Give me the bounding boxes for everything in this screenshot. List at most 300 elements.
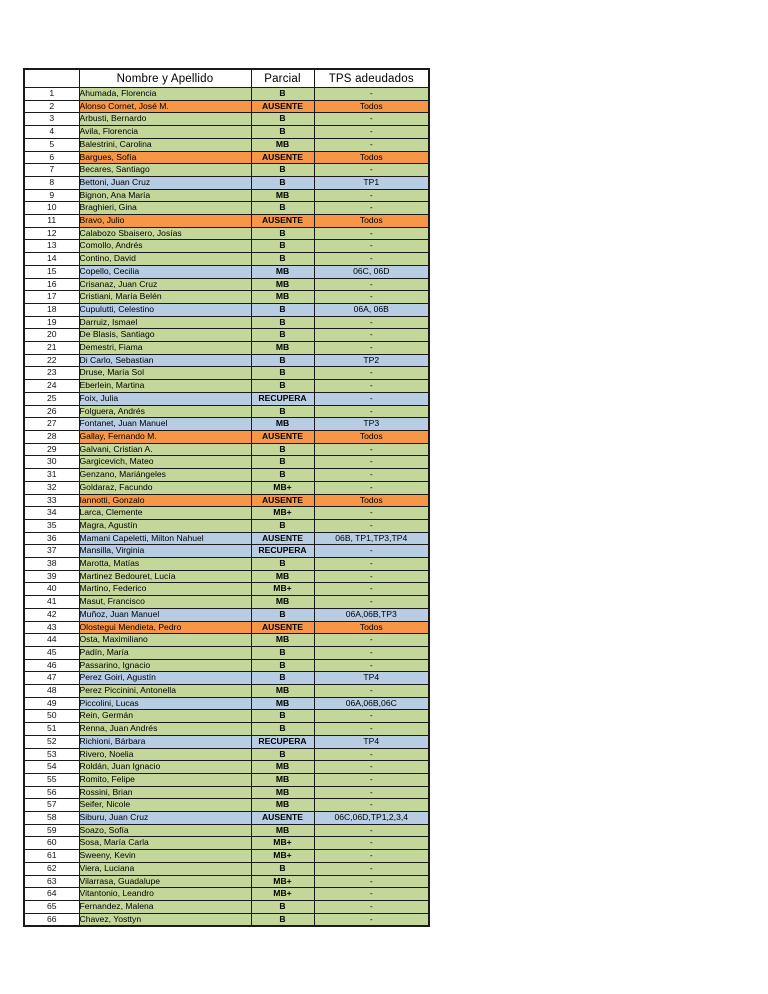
row-number: 58 xyxy=(24,812,79,825)
row-number: 61 xyxy=(24,850,79,863)
student-name: Becares, Santiago xyxy=(79,164,251,177)
student-name: Masut, Francisco xyxy=(79,596,251,609)
tps-owed: - xyxy=(314,583,429,596)
parcial-grade: B xyxy=(251,126,314,139)
tps-owed: - xyxy=(314,850,429,863)
tps-owed: Todos xyxy=(314,494,429,507)
table-row xyxy=(24,354,429,367)
tps-owed: - xyxy=(314,888,429,901)
student-name: Foix, Julia xyxy=(79,392,251,405)
row-number: 65 xyxy=(24,901,79,914)
parcial-grade: RECUPERA xyxy=(251,735,314,748)
student-name: Calabozo Sbaisero, Josías xyxy=(79,227,251,240)
row-number: 16 xyxy=(24,278,79,291)
student-name: Eberlein, Martina xyxy=(79,380,251,393)
parcial-grade: B xyxy=(251,380,314,393)
tps-owed: - xyxy=(314,761,429,774)
student-name: Gallay, Fernando M. xyxy=(79,430,251,443)
tps-owed: TP3 xyxy=(314,418,429,431)
parcial-grade: MB+ xyxy=(251,888,314,901)
table-row xyxy=(24,761,429,774)
student-name: Folguera, Andrés xyxy=(79,405,251,418)
tps-owed: Todos xyxy=(314,151,429,164)
parcial-grade: AUSENTE xyxy=(251,100,314,113)
student-name: Rossini, Brian xyxy=(79,786,251,799)
student-name: Alonso Cornet, José M. xyxy=(79,100,251,113)
row-number: 3 xyxy=(24,113,79,126)
tps-owed: - xyxy=(314,545,429,558)
tps-owed: - xyxy=(314,837,429,850)
table-row xyxy=(24,380,429,393)
parcial-grade: MB xyxy=(251,291,314,304)
student-name: Martino, Federico xyxy=(79,583,251,596)
tps-owed: 06A, 06B xyxy=(314,303,429,316)
student-name: Bignon, Ana María xyxy=(79,189,251,202)
table-row xyxy=(24,329,429,342)
row-number: 57 xyxy=(24,799,79,812)
student-name: Bravo, Julio xyxy=(79,215,251,228)
row-number: 55 xyxy=(24,773,79,786)
row-number: 42 xyxy=(24,608,79,621)
tps-owed: - xyxy=(314,558,429,571)
table-row xyxy=(24,748,429,761)
tps-owed: - xyxy=(314,913,429,926)
tps-owed: 06C,06D,TP1,2,3,4 xyxy=(314,812,429,825)
table-row xyxy=(24,672,429,685)
row-number: 4 xyxy=(24,126,79,139)
row-number: 45 xyxy=(24,646,79,659)
student-name: Perez Piccinini, Antonella xyxy=(79,685,251,698)
tps-owed: - xyxy=(314,710,429,723)
student-name: Seifer, Nicole xyxy=(79,799,251,812)
parcial-grade: B xyxy=(251,405,314,418)
row-number: 51 xyxy=(24,723,79,736)
student-name: Demestri, Fiama xyxy=(79,342,251,355)
tps-owed: - xyxy=(314,126,429,139)
table-row xyxy=(24,494,429,507)
tps-owed: TP1 xyxy=(314,176,429,189)
parcial-grade: B xyxy=(251,176,314,189)
tps-owed: - xyxy=(314,367,429,380)
student-name: Balestrini, Carolina xyxy=(79,138,251,151)
parcial-grade: B xyxy=(251,646,314,659)
student-name: Sweeny, Kevin xyxy=(79,850,251,863)
parcial-grade: MB xyxy=(251,189,314,202)
student-name: Mamani Capeletti, Milton Nahuel xyxy=(79,532,251,545)
parcial-grade: B xyxy=(251,862,314,875)
row-number: 64 xyxy=(24,888,79,901)
tps-owed: - xyxy=(314,786,429,799)
student-name: Galvani, Cristian A. xyxy=(79,443,251,456)
student-name: Rivero, Noelia xyxy=(79,748,251,761)
parcial-grade: AUSENTE xyxy=(251,430,314,443)
student-name: Muñoz, Juan Manuel xyxy=(79,608,251,621)
row-number: 9 xyxy=(24,189,79,202)
tps-owed: 06A,06B,06C xyxy=(314,697,429,710)
student-name: Mansilla, Virginia xyxy=(79,545,251,558)
student-name: Roldán, Juan Ignacio xyxy=(79,761,251,774)
tps-owed: - xyxy=(314,596,429,609)
parcial-grade: MB xyxy=(251,418,314,431)
parcial-grade: B xyxy=(251,456,314,469)
parcial-grade: B xyxy=(251,329,314,342)
table-row xyxy=(24,913,429,926)
student-name: Fernandez, Malena xyxy=(79,901,251,914)
parcial-grade: MB xyxy=(251,786,314,799)
row-number: 47 xyxy=(24,672,79,685)
header-name: Nombre y Apellido xyxy=(79,69,251,88)
row-number: 27 xyxy=(24,418,79,431)
table-row xyxy=(24,558,429,571)
tps-owed: - xyxy=(314,875,429,888)
row-number: 50 xyxy=(24,710,79,723)
parcial-grade: MB xyxy=(251,799,314,812)
row-number: 32 xyxy=(24,481,79,494)
parcial-grade: RECUPERA xyxy=(251,392,314,405)
row-number: 48 xyxy=(24,685,79,698)
student-name: Avila, Florencia xyxy=(79,126,251,139)
table-row xyxy=(24,545,429,558)
row-number: 41 xyxy=(24,596,79,609)
tps-owed: - xyxy=(314,824,429,837)
student-name: Viera, Luciana xyxy=(79,862,251,875)
row-number: 33 xyxy=(24,494,79,507)
parcial-grade: B xyxy=(251,316,314,329)
tps-owed: - xyxy=(314,519,429,532)
row-number: 22 xyxy=(24,354,79,367)
parcial-grade: MB+ xyxy=(251,507,314,520)
table-row xyxy=(24,812,429,825)
row-number: 53 xyxy=(24,748,79,761)
row-number: 40 xyxy=(24,583,79,596)
tps-owed: - xyxy=(314,342,429,355)
parcial-grade: MB xyxy=(251,697,314,710)
row-number: 56 xyxy=(24,786,79,799)
table-row xyxy=(24,723,429,736)
parcial-grade: B xyxy=(251,240,314,253)
parcial-grade: MB xyxy=(251,773,314,786)
table-row xyxy=(24,862,429,875)
row-number: 20 xyxy=(24,329,79,342)
row-number: 18 xyxy=(24,303,79,316)
table-row xyxy=(24,126,429,139)
table-row xyxy=(24,901,429,914)
parcial-grade: B xyxy=(251,113,314,126)
parcial-grade: B xyxy=(251,901,314,914)
grades-table xyxy=(23,68,430,927)
parcial-grade: MB xyxy=(251,685,314,698)
tps-owed: - xyxy=(314,189,429,202)
table-row xyxy=(24,519,429,532)
row-number: 17 xyxy=(24,291,79,304)
parcial-grade: AUSENTE xyxy=(251,812,314,825)
table-row xyxy=(24,418,429,431)
table-row xyxy=(24,227,429,240)
student-name: Sosa, María Carla xyxy=(79,837,251,850)
parcial-grade: RECUPERA xyxy=(251,545,314,558)
table-row xyxy=(24,507,429,520)
table-row xyxy=(24,430,429,443)
student-name: Cristiani, María Belén xyxy=(79,291,251,304)
student-name: Osta, Maximiliano xyxy=(79,634,251,647)
parcial-grade: MB xyxy=(251,265,314,278)
parcial-grade: B xyxy=(251,164,314,177)
parcial-grade: AUSENTE xyxy=(251,215,314,228)
row-number: 34 xyxy=(24,507,79,520)
table-row xyxy=(24,88,429,101)
table-row xyxy=(24,850,429,863)
student-name: Darruiz, Ismael xyxy=(79,316,251,329)
parcial-grade: MB+ xyxy=(251,837,314,850)
tps-owed: Todos xyxy=(314,621,429,634)
table-row xyxy=(24,202,429,215)
parcial-grade: MB xyxy=(251,596,314,609)
table-body xyxy=(24,88,429,927)
table-row xyxy=(24,646,429,659)
parcial-grade: B xyxy=(251,558,314,571)
table-row xyxy=(24,824,429,837)
student-name: Soazo, Sofía xyxy=(79,824,251,837)
row-number: 43 xyxy=(24,621,79,634)
parcial-grade: B xyxy=(251,227,314,240)
table-row xyxy=(24,469,429,482)
parcial-grade: B xyxy=(251,253,314,266)
tps-owed: TP4 xyxy=(314,735,429,748)
parcial-grade: B xyxy=(251,710,314,723)
table-row xyxy=(24,596,429,609)
table-row xyxy=(24,799,429,812)
header-tps: TPS adeudados xyxy=(314,69,429,88)
table-row xyxy=(24,786,429,799)
student-name: Rein, Germán xyxy=(79,710,251,723)
parcial-grade: MB xyxy=(251,138,314,151)
tps-owed: Todos xyxy=(314,100,429,113)
table-row xyxy=(24,634,429,647)
row-number: 30 xyxy=(24,456,79,469)
student-name: Marotta, Matías xyxy=(79,558,251,571)
table-row xyxy=(24,151,429,164)
row-number: 63 xyxy=(24,875,79,888)
student-name: Renna, Juan Andrés xyxy=(79,723,251,736)
parcial-grade: B xyxy=(251,913,314,926)
tps-owed: - xyxy=(314,278,429,291)
student-name: Chavez, Yosttyn xyxy=(79,913,251,926)
header-number xyxy=(24,69,79,88)
table-row xyxy=(24,697,429,710)
row-number: 5 xyxy=(24,138,79,151)
tps-owed: - xyxy=(314,862,429,875)
row-number: 60 xyxy=(24,837,79,850)
student-name: Comollo, Andrés xyxy=(79,240,251,253)
parcial-grade: MB xyxy=(251,278,314,291)
parcial-grade: B xyxy=(251,519,314,532)
row-number: 46 xyxy=(24,659,79,672)
row-number: 52 xyxy=(24,735,79,748)
student-name: Arbusti, Bernardo xyxy=(79,113,251,126)
table-row xyxy=(24,456,429,469)
table-row xyxy=(24,164,429,177)
table-row xyxy=(24,189,429,202)
table-row xyxy=(24,621,429,634)
parcial-grade: MB xyxy=(251,570,314,583)
parcial-grade: MB xyxy=(251,634,314,647)
student-name: Fontanet, Juan Manuel xyxy=(79,418,251,431)
parcial-grade: B xyxy=(251,202,314,215)
row-number: 14 xyxy=(24,253,79,266)
tps-owed: - xyxy=(314,392,429,405)
table-row xyxy=(24,100,429,113)
row-number: 25 xyxy=(24,392,79,405)
tps-owed: Todos xyxy=(314,215,429,228)
tps-owed: - xyxy=(314,202,429,215)
tps-owed: - xyxy=(314,240,429,253)
row-number: 29 xyxy=(24,443,79,456)
table-row xyxy=(24,278,429,291)
table-row xyxy=(24,392,429,405)
parcial-grade: MB xyxy=(251,761,314,774)
parcial-grade: AUSENTE xyxy=(251,621,314,634)
row-number: 37 xyxy=(24,545,79,558)
tps-owed: - xyxy=(314,113,429,126)
row-number: 15 xyxy=(24,265,79,278)
row-number: 66 xyxy=(24,913,79,926)
tps-owed: - xyxy=(314,659,429,672)
table-row xyxy=(24,570,429,583)
tps-owed: - xyxy=(314,685,429,698)
tps-owed: 06A,06B,TP3 xyxy=(314,608,429,621)
row-number: 36 xyxy=(24,532,79,545)
row-number: 26 xyxy=(24,405,79,418)
row-number: 31 xyxy=(24,469,79,482)
table-row xyxy=(24,113,429,126)
tps-owed: Todos xyxy=(314,430,429,443)
tps-owed: - xyxy=(314,291,429,304)
tps-owed: - xyxy=(314,748,429,761)
tps-owed: - xyxy=(314,481,429,494)
table-row xyxy=(24,837,429,850)
parcial-grade: MB+ xyxy=(251,875,314,888)
tps-owed: TP4 xyxy=(314,672,429,685)
table-row xyxy=(24,710,429,723)
table-row xyxy=(24,481,429,494)
student-name: Braghieri, Gina xyxy=(79,202,251,215)
student-name: De Blasis, Santiago xyxy=(79,329,251,342)
tps-owed: 06C, 06D xyxy=(314,265,429,278)
row-number: 10 xyxy=(24,202,79,215)
table-row xyxy=(24,253,429,266)
table-row xyxy=(24,735,429,748)
student-name: Contino, David xyxy=(79,253,251,266)
student-name: Passarino, Ignacio xyxy=(79,659,251,672)
tps-owed: - xyxy=(314,507,429,520)
student-name: Ahumada, Florencia xyxy=(79,88,251,101)
header-row xyxy=(24,69,429,88)
parcial-grade: B xyxy=(251,88,314,101)
student-name: Romito, Felipe xyxy=(79,773,251,786)
row-number: 1 xyxy=(24,88,79,101)
student-name: Olostegui Mendieta, Pedro xyxy=(79,621,251,634)
student-name: Padín, María xyxy=(79,646,251,659)
table-row xyxy=(24,443,429,456)
student-name: Crisanaz, Juan Cruz xyxy=(79,278,251,291)
student-name: Vilarrasa, Guadalupe xyxy=(79,875,251,888)
row-number: 8 xyxy=(24,176,79,189)
row-number: 23 xyxy=(24,367,79,380)
student-name: Bargues, Sofía xyxy=(79,151,251,164)
parcial-grade: MB+ xyxy=(251,481,314,494)
parcial-grade: B xyxy=(251,659,314,672)
tps-owed: - xyxy=(314,723,429,736)
tps-owed: - xyxy=(314,227,429,240)
tps-owed: - xyxy=(314,405,429,418)
parcial-grade: MB+ xyxy=(251,850,314,863)
row-number: 38 xyxy=(24,558,79,571)
table-row xyxy=(24,215,429,228)
row-number: 11 xyxy=(24,215,79,228)
parcial-grade: B xyxy=(251,672,314,685)
parcial-grade: B xyxy=(251,608,314,621)
table-row xyxy=(24,685,429,698)
table-row xyxy=(24,773,429,786)
tps-owed: - xyxy=(314,570,429,583)
row-number: 28 xyxy=(24,430,79,443)
student-name: Vitantonio, Leandro xyxy=(79,888,251,901)
student-name: Goldaraz, Facundo xyxy=(79,481,251,494)
table-row xyxy=(24,316,429,329)
table-row xyxy=(24,303,429,316)
parcial-grade: B xyxy=(251,469,314,482)
table-row xyxy=(24,875,429,888)
row-number: 7 xyxy=(24,164,79,177)
parcial-grade: MB xyxy=(251,342,314,355)
tps-owed: - xyxy=(314,443,429,456)
table-row xyxy=(24,888,429,901)
tps-owed: - xyxy=(314,901,429,914)
parcial-grade: B xyxy=(251,723,314,736)
parcial-grade: AUSENTE xyxy=(251,151,314,164)
parcial-grade: B xyxy=(251,443,314,456)
table-row xyxy=(24,405,429,418)
student-name: Di Carlo, Sebastian xyxy=(79,354,251,367)
tps-owed: - xyxy=(314,329,429,342)
row-number: 54 xyxy=(24,761,79,774)
student-name: Cupulutti, Celestino xyxy=(79,303,251,316)
row-number: 24 xyxy=(24,380,79,393)
table-row xyxy=(24,532,429,545)
row-number: 21 xyxy=(24,342,79,355)
tps-owed: - xyxy=(314,138,429,151)
tps-owed: 06B, TP1,TP3,TP4 xyxy=(314,532,429,545)
student-name: Larca, Clemente xyxy=(79,507,251,520)
parcial-grade: MB+ xyxy=(251,583,314,596)
row-number: 13 xyxy=(24,240,79,253)
student-name: Druse, María Sol xyxy=(79,367,251,380)
student-name: Gargicevich, Mateo xyxy=(79,456,251,469)
tps-owed: TP2 xyxy=(314,354,429,367)
tps-owed: - xyxy=(314,456,429,469)
tps-owed: - xyxy=(314,646,429,659)
row-number: 39 xyxy=(24,570,79,583)
row-number: 62 xyxy=(24,862,79,875)
table-row xyxy=(24,659,429,672)
tps-owed: - xyxy=(314,799,429,812)
student-name: Martinez Bedouret, Lucía xyxy=(79,570,251,583)
parcial-grade: B xyxy=(251,303,314,316)
tps-owed: - xyxy=(314,773,429,786)
student-name: Richioni, Bárbara xyxy=(79,735,251,748)
student-name: Piccolini, Lucas xyxy=(79,697,251,710)
table-row xyxy=(24,291,429,304)
